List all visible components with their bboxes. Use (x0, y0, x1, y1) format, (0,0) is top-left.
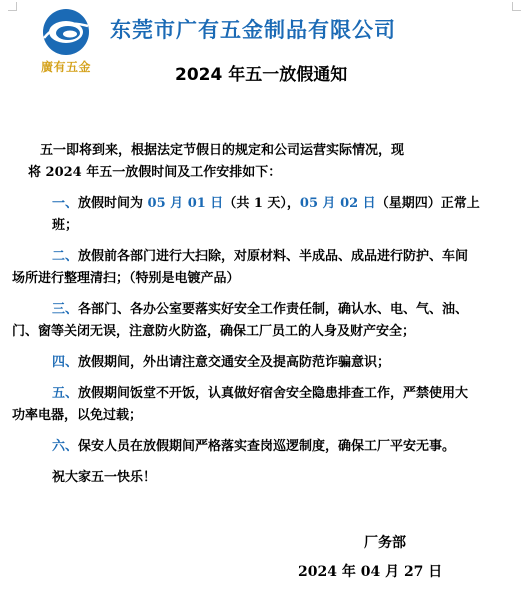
item-5-line-1: 放假期间饭堂不开饭，认真做好宿舍安全隐患排查工作，严禁使用大 (78, 386, 469, 401)
page-corner-mark-right (512, 2, 521, 11)
item-3-line-1: 各部门、各办公室要落实好安全工作责任制，确认水、电、气、油、 (78, 302, 469, 317)
item-5-line-2: 功率电器，以免过载； (12, 408, 143, 423)
signature-date: 2024 年 04 月 27 日 (298, 564, 443, 580)
intro-line-2: 将 2024 年五一放假时间及工作安排如下： (28, 165, 282, 180)
item-number: 三、 (52, 302, 79, 317)
logo-text: 廣有五金 (40, 60, 91, 74)
signature-dept: 厂务部 (364, 535, 406, 551)
item-1-text-mid: （共 1 天）， (223, 196, 300, 211)
notice-body (12, 140, 504, 489)
item-1-text-pre: 放假时间为 (78, 196, 148, 211)
item-4-text: 放假期间，外出请注意交通安全及提高防范诈骗意识； (78, 355, 391, 370)
intro-line-1: 五一即将到来，根据法定节假日的规定和公司运营实际情况，现 (40, 143, 405, 158)
item-number: 一、 (52, 196, 79, 211)
item-1 (12, 193, 504, 237)
item-number: 四、 (52, 355, 79, 370)
item-6-text: 保安人员在放假期间严格落实查岗巡逻制度，确保工厂平安无事。 (78, 439, 456, 454)
item-4 (12, 352, 504, 374)
item-number: 二、 (52, 249, 79, 264)
item-1-text-post: （星期四）正常上班； (52, 196, 480, 233)
logo-swirl-icon (30, 8, 102, 60)
holiday-wish: 祝大家五一快乐！ (52, 470, 157, 485)
item-6 (12, 436, 504, 458)
item-2-line-1: 放假前各部门进行大扫除，对原材料、半成品、成品进行防护、车间 (78, 249, 469, 264)
item-number: 六、 (52, 439, 79, 454)
item-3 (12, 299, 504, 343)
company-name: 东莞市广有五金制品有限公司 (110, 18, 396, 42)
item-number: 五、 (52, 386, 79, 401)
item-2 (12, 246, 504, 290)
return-date: 05 月 02 日 (299, 196, 376, 211)
item-5 (12, 383, 504, 427)
item-3-line-2: 门、窗等关闭无误，注意防火防盗，确保工厂员工的人身及财产安全； (12, 324, 416, 339)
company-logo (30, 8, 102, 78)
holiday-date: 05 月 01 日 (147, 196, 224, 211)
item-2-line-2: 场所进行整理清扫；（特别是电镀产品） (12, 271, 240, 286)
page-corner-mark-left (8, 2, 17, 11)
notice-title: 2024 年五一放假通知 (175, 65, 348, 85)
